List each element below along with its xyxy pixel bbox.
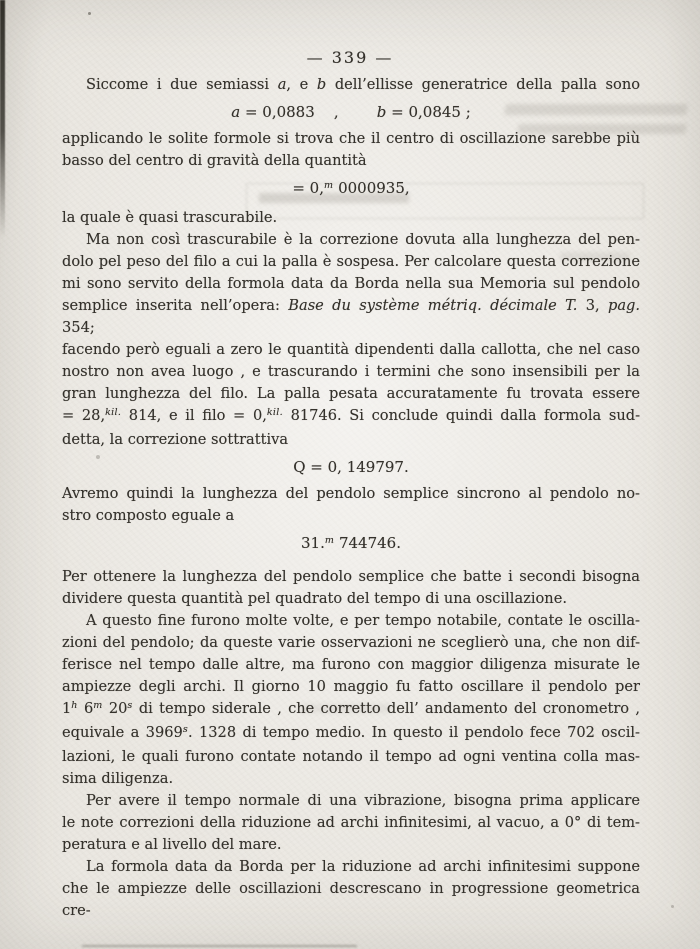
text-line (62, 295, 640, 339)
text-segment: = 0, (292, 179, 324, 197)
text-line (62, 878, 640, 922)
equation-line (62, 456, 640, 478)
text-line (62, 856, 640, 878)
text-line (62, 654, 640, 676)
text-segment: T. (565, 297, 578, 314)
text-line (62, 361, 640, 383)
text-segment: dividere questa quantità pel quadrato del tempo di una oscillazione. (62, 590, 567, 607)
superscript-unit: m (324, 535, 335, 546)
text-line (62, 150, 640, 172)
text-segment: stro composto eguale a (62, 507, 235, 524)
text-segment: 0000935, (333, 179, 410, 197)
text-line (62, 405, 640, 429)
text-segment: pag. (607, 297, 641, 314)
equation-line (62, 101, 640, 123)
text-segment: Q = 0, 149797. (293, 458, 409, 476)
text-line (62, 273, 640, 295)
text-segment: semplice inserita nell’opera: (62, 297, 289, 314)
text-segment: 6 (77, 700, 94, 717)
text-segment: La formola data da Borda per la riduzione ad archi infinitesimi suppone (86, 858, 640, 875)
text-line (62, 251, 640, 273)
document-body (62, 74, 640, 922)
text-segment: a (277, 76, 287, 93)
text-line (62, 790, 640, 812)
text-line (62, 610, 640, 632)
text-line (62, 812, 640, 834)
text-line (62, 566, 640, 588)
text-segment: zioni del pendolo; da queste varie osservazioni ne sceglierò una, che non dif- (62, 634, 640, 651)
text-segment: = 28, (62, 407, 106, 424)
equation-line (62, 532, 640, 557)
text-segment: 354; (62, 319, 95, 336)
text-segment: Avremo quindi la lunghezza del pendolo semplice sincrono al pendolo no- (62, 485, 640, 502)
text-segment: A questo fine furono molte volte, e per tempo notabile, contate le oscilla- (86, 612, 640, 629)
text-segment: Siccome i due semiassi (86, 76, 278, 93)
scan-bottom-artifact (82, 945, 357, 947)
text-segment: applicando le solite formole si trova che il centro di oscillazione sarebbe più (62, 130, 640, 147)
scan-speck (88, 12, 91, 15)
text-line (62, 722, 640, 746)
text-segment: equivale a 3969 (62, 724, 183, 741)
text-line (62, 676, 640, 698)
text-segment: 3, (577, 297, 608, 314)
text-line (62, 128, 640, 150)
text-segment: . 1328 di tempo medio. In questo il pendolo fece 702 oscil- (188, 724, 640, 741)
text-segment: ampiezze degli archi. Il giorno 10 maggio fu fatto oscillare il pendolo per (62, 678, 640, 695)
text-line (62, 229, 640, 251)
text-segment: , e (286, 76, 317, 93)
text-segment: Per avere il tempo normale di una vibrazione, bisogna prima applicare (86, 792, 640, 809)
text-segment: 814, e il filo = 0, (121, 407, 267, 424)
text-segment: che le ampiezze delle oscillazioni descrescano in progressione geometrica cre- (62, 880, 640, 919)
text-line (62, 834, 640, 856)
superscript-unit: m (93, 700, 103, 711)
superscript-unit: m (324, 180, 334, 191)
text-segment: gran lunghezza del filo. La palla pesata accuratamente fu trovata essere (62, 385, 640, 402)
text-segment: Base du système métriq. décimale (288, 297, 566, 314)
text-segment: b (316, 76, 327, 93)
text-segment: la quale è quasi trascurabile. (62, 209, 278, 226)
text-segment: Ma non così trascurabile è la correzione dovuta alla lunghezza del pen- (86, 231, 640, 248)
text-segment: 1 (62, 700, 72, 717)
text-line (62, 505, 640, 527)
text-segment: a (231, 103, 241, 121)
page-number: — 339 — (306, 48, 394, 67)
text-line (62, 483, 640, 505)
superscript-unit: h (71, 700, 78, 711)
text-segment: nostro non avea luogo , e trascurando i termini che sono insensibili per la (62, 363, 640, 380)
text-segment: sima diligenza. (62, 770, 174, 787)
text-line (62, 768, 640, 790)
text-segment: peratura e al livello del mare. (62, 836, 282, 853)
text-segment: ferisce nel tempo dalle altre, ma furono con maggior diligenza misurate le (62, 656, 640, 673)
text-segment: dolo pel peso del filo a cui la palla è sospesa. Per calcolare questa correzione (62, 253, 640, 270)
superscript-unit: kil. (266, 407, 283, 418)
text-segment: basso del centro di gravità della quantità (62, 152, 367, 169)
text-line (62, 588, 640, 610)
text-segment: 31. (301, 534, 325, 552)
text-line (62, 632, 640, 654)
text-segment: = 0,0883 , (240, 103, 377, 121)
text-segment: mi sono servito della formola data da Borda nella sua Memoria sul pendolo (62, 275, 640, 292)
text-segment: lazioni, le quali furono contate notando il tempo ad ogni ventina colla mas- (62, 748, 640, 765)
superscript-unit: kil. (105, 407, 122, 418)
text-segment: le note correzioni della riduzione ad archi infinitesimi, al vacuo, a 0° di tem- (62, 814, 640, 831)
text-segment: b (376, 103, 387, 121)
text-segment: dell’ellisse generatrice della palla sono (326, 76, 640, 93)
equation-line (62, 177, 640, 202)
superscript-unit: s (127, 700, 133, 711)
text-segment: di tempo siderale , che corretto dell’ andamento del cronometro , (132, 700, 640, 717)
text-line (62, 698, 640, 722)
text-segment: 20 (102, 700, 128, 717)
text-line (62, 74, 640, 96)
text-segment: facendo però eguali a zero le quantità dipendenti dalla callotta, che nel caso (62, 341, 640, 358)
scan-speck (671, 905, 674, 908)
text-line (62, 429, 640, 451)
scan-edge-artifact (0, 0, 5, 238)
text-segment: = 0,0845 ; (386, 103, 471, 121)
text-line (62, 746, 640, 768)
superscript-unit: s (182, 724, 188, 735)
text-segment: detta, la correzione sottrattiva (62, 431, 289, 448)
text-segment: 744746. (334, 534, 401, 552)
text-segment: 81746. Si conclude quindi dalla formola sud- (282, 407, 641, 424)
text-line (62, 339, 640, 361)
text-line (62, 207, 640, 229)
text-line (62, 383, 640, 405)
text-segment: Per ottenere la lunghezza del pendolo semplice che batte i secondi bisogna (62, 568, 640, 585)
